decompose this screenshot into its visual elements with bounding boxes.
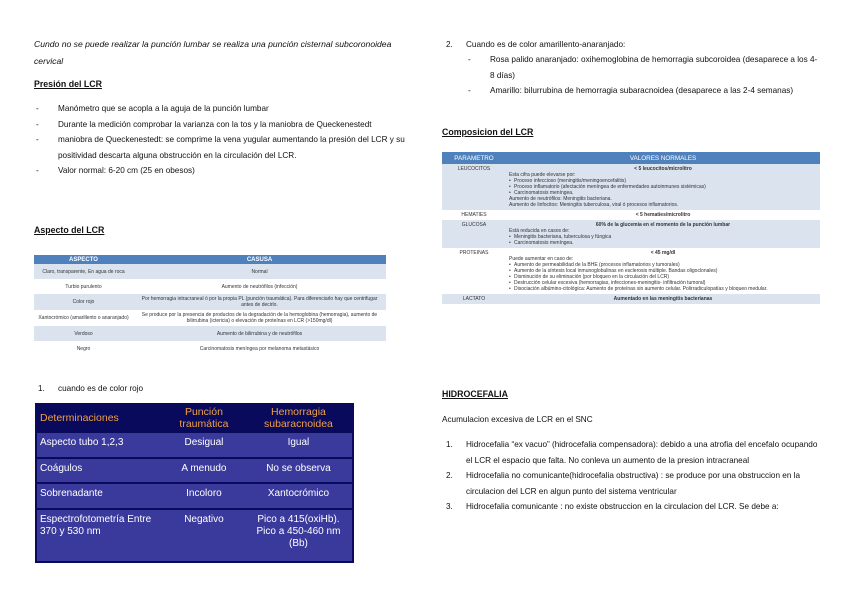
ppt-cell: Desigual [163,432,245,458]
rojo-item-num: 1. [38,384,45,393]
ppt-cell: Xantocrómico [245,483,352,509]
composicion-table [442,152,820,304]
valor-normal: 60% de la glucemia en el momento de la punción lumbar [595,222,731,228]
hidro-item-text: Hidrocefalia comunicante : no existe obstruccion en la circulacion del LCR. Se debe a: [466,502,779,512]
valor-normal: < 5 hematíes/microlitro [635,212,691,218]
aspecto-cell: Verdoso [34,326,133,341]
presion-heading: Presión del LCR [34,79,102,89]
valor-bullet: • Carcinomatosis meníngea. [509,240,817,246]
causa-cell: Normal [133,264,386,279]
ppt-cell: Pico a 415(oxiHb). Pico a 450-460 nm (Bb) [245,509,352,561]
composicion-row [442,210,820,220]
valor-bullet: • Proceso infeccioso (meningitis/meningoencefalitis) [509,178,817,184]
composicion-row [442,164,820,210]
valor-normal: < 5 leucocitos/microlitro [634,166,692,172]
valor-line: Puede aumentar en caso de: [509,256,574,262]
valor-cell [506,248,820,294]
ppt-cell: A menudo [163,458,245,484]
ppt-cell: Negativo [163,509,245,561]
valor-cell [506,294,820,304]
presion-item: - maniobra de Queckenestedt: se comprime la vena yugular aumentando la presión del LCR y su positividad descarta alguna obstrucción en la circulación del LCR. [34,132,406,163]
ppt-header-puncion: Punción traumática [163,405,245,432]
ppt-header-determinaciones: Determinaciones [37,405,163,432]
valor-cell [506,220,820,248]
aspecto-header: ASPECTO [34,255,133,264]
aspecto-row [34,279,386,294]
ppt-cell: Espectrofotometría Entre 370 y 530 nm [37,509,163,561]
aspecto-table [34,255,386,356]
ppt-cell: Incoloro [163,483,245,509]
valor-bullet: • Disociación albúmino-citológica: Aumento de proteínas sin aumento celular. Polirradiculopatías y bloqueo medular. [509,286,817,292]
valor-bullet: • Proceso inflamatorio (afectación meníngea de enfermedades autoinmunes sistémicas) [509,184,817,190]
hidro-item-num: 3. [446,502,453,512]
item2-sublist [466,52,820,99]
valor-bullets [509,178,817,196]
aspecto-cell: Turbio purulento [34,279,133,294]
presion-item: - Manómetro que se acopla a la aguja de la punción lumbar [34,101,406,117]
hidro-intro: Acumulacion excesiva de LCR en el SNC [442,415,593,424]
aspecto-row [34,326,386,341]
parametro-cell: PROTEINAS [442,248,506,294]
ppt-cell: Coágulos [37,458,163,484]
valor-normal: Aumentado en las meningitis bacterianas [613,296,713,302]
valor-line: Esta cifra puede elevarse por: [509,172,576,178]
presion-item: - Durante la medición comprobar la varianza con la tos y la maniobra de Queckenestedt [34,117,406,133]
rojo-item-text: cuando es de color rojo [58,384,144,393]
aspecto-row [34,341,386,356]
valor-bullet: • Meningitis bacteriana, tuberculosa y fúngica [509,234,817,240]
valor-bullet: • Aumento de la síntesis local inmunoglobulinas en esclerosis múltiple. Bandas oligoclonales) [509,268,817,274]
presion-item: - Valor normal: 6-20 cm (25 en obesos) [34,163,406,179]
ppt-row [37,432,352,458]
item2-subitem: - Amarillo: bilurrubina de hemorragia subaracnoidea (desaparece a las 2-4 semanas) [466,83,820,99]
ppt-header-hemorragia: Hemorragia subaracnoidea [245,405,352,432]
ppt-cell: Aspecto tubo 1,2,3 [37,432,163,458]
valor-cell [506,210,820,220]
presion-list [34,101,406,179]
valor-note: Aumento de neutrófilos: Meningitis bacteriana. [509,196,612,202]
composicion-row [442,294,820,304]
hidro-item-num: 2. [446,471,453,481]
aspecto-row [34,294,386,310]
causa-cell: Aumento de bilirrubina y de neutrófilos [133,326,386,341]
valor-bullets [509,234,817,246]
aspecto-row [34,264,386,279]
valor-line: Está reducida en casos de: [509,228,570,234]
parametro-header: PARAMETRO [442,152,506,164]
hidro-item-text: Hidrocefalia “ex vacuo” (hidrocefalia compensadora): debido a una atrofia del encefalo ocupando el LCR el espacio que falta. No conleva un aumento de la presion intracraneal [466,440,818,465]
causa-cell: Aumento de neutrófilos (infección) [133,279,386,294]
valor-bullet: • Aumento de permeabilidad de la BHE (procesos inflamatorios y tumorales) [509,262,817,268]
ppt-row [37,483,352,509]
parametro-cell: HEMATIES [442,210,506,220]
valor-note: Aumento de linfocitos: Meningitis tuberculosa, viral ó procesos inflamatorios. [509,202,679,208]
hidro-item-num: 1. [446,440,453,449]
valor-bullets [509,262,817,292]
causa-header: CASUSA [133,255,386,264]
aspecto-row [34,310,386,326]
hidro-heading: HIDROCEFALIA [442,389,508,399]
ppt-cell: Igual [245,432,352,458]
causa-cell: Por hemorragia intracraneal ó por la propia PL (punción traumática). Para diferenciarlo hay que centrifugar antes de decirlo. [133,294,386,310]
ppt-cell: Sobrenadante [37,483,163,509]
valores-header: VALORES NORMALES [506,152,820,164]
parametro-cell: GLUCOSA [442,220,506,248]
aspecto-cell: Claro, transparente, En agua de roca [34,264,133,279]
valor-bullet: • Carcinomatosis meníngea. [509,190,817,196]
item2-num: 2. [446,40,453,49]
parametro-cell: LACTATO [442,294,506,304]
causa-cell: Se produce por la presencia de productos de la degradación de la hemoglobina (hemorragia), aumento de bilirrubina (ictericia) o elevación de proteínas en LCR (>150mg/dl) [133,310,386,326]
valor-bullet: • Disminución de su eliminación (por bloqueo en la circulación del LCR) [509,274,817,280]
intro-text: Cundo no se puede realizar la punción lumbar se realiza una punción cisternal subcoronoidea cervical [34,39,392,66]
valor-normal: < 45 mg/dl [650,250,676,256]
aspecto-cell: Color rojo [34,294,133,310]
composicion-heading: Composicion del LCR [442,127,534,137]
parametro-cell: LEUCOCITOS [442,164,506,210]
ppt-row [37,458,352,484]
causa-cell: Carcinomatosis meníngea por melanoma metastásico [133,341,386,356]
hidro-item [442,468,820,499]
aspecto-heading: Aspecto del LCR [34,225,105,235]
valor-cell [506,164,820,210]
valor-bullet: • Destrucción celular excesiva (hemorragias, infecciones-meningitis- infiltración tumoral) [509,280,817,286]
hidro-item [442,499,820,515]
composicion-row [442,220,820,248]
ppt-comparison-table [37,405,352,561]
hidro-item-text: Hidrocefalia no comunicante(hidrocefalia obstructiva) : se produce por una obstruccion en la circulacion del LCR en algun punto del sistema ventricular [466,471,801,496]
aspecto-cell: Negro [34,341,133,356]
hidro-list [442,437,820,515]
aspecto-cell: Xantocrómico (amarillento o anaranjado) [34,310,133,326]
hidro-item [442,437,820,468]
ppt-row [37,509,352,561]
ppt-cell: No se observa [245,458,352,484]
item2-subitem: - Rosa palido anaranjado: oxihemoglobina de hemorragia subcoroidea (desaparece a los 4-8 días) [466,52,820,83]
composicion-row [442,248,820,294]
ppt-comparison-slide [35,403,354,563]
item2-text: Cuando es de color amarillento-anaranjado: [466,40,626,49]
